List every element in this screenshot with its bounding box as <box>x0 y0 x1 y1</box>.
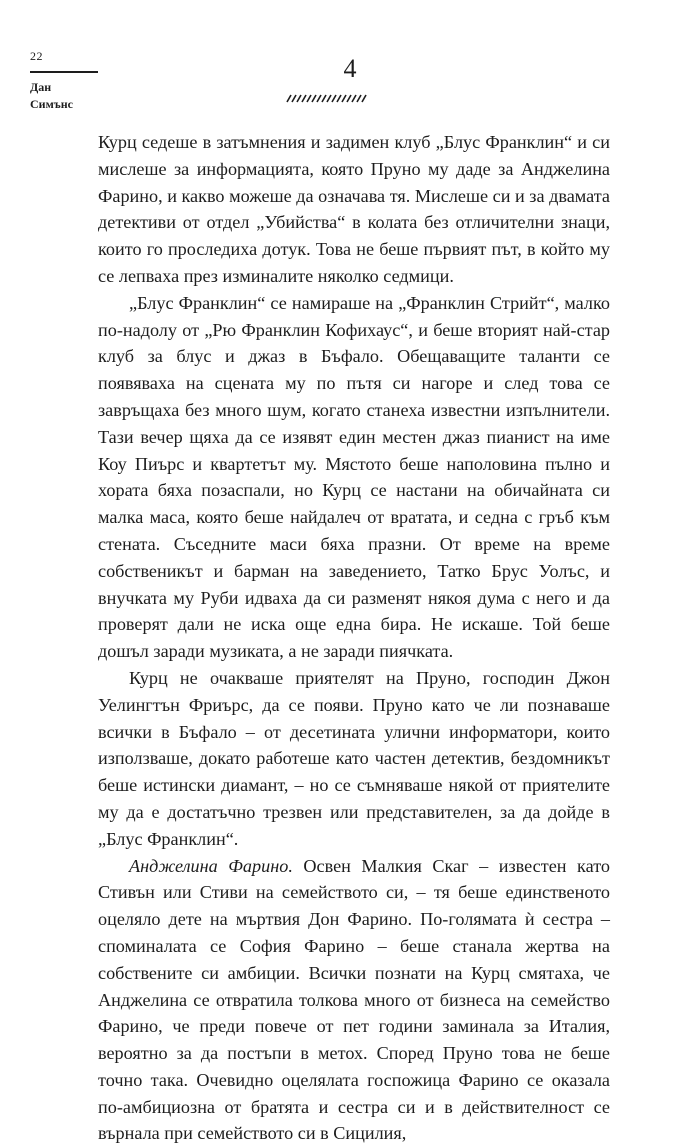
chapter-number: 4 <box>343 54 357 83</box>
paragraph-italic-lead: Анджелина Фарино. <box>129 855 293 876</box>
paragraph: „Блус Франклин“ се намираше на „Франклин Стрийт“, малко по-надолу от „Рю Франклин Кофихаус“, и беше вторият най-стар клуб за блус и джаз в Бъфало. Обещаващите таланти се появяваха на сцената му по пътя си нагоре и след това се завръщаха без много шум, когато станеха известни изпълнители. Тази вечер щяха да се изявят един местен джаз пианист на име Коу Пиърс и квартетът му. Мястото беше наполовина пълно и хората бяха позаспали, но Курц се настани на обичайната си малка маса, която беше найдалеч от вратата, и седна с гръб към стената. Съседните маси бяха празни. От време на време собственикът и барман на заведението, Татко Брус Уолъс, и внучката му Руби идваха да си разменят някоя дума с него и да проверят дали не иска още една бира. Не искаше. Той беше дошъл заради музиката, а не заради пиячката. <box>98 292 610 662</box>
paragraph: Курц седеше в затъмнения и задимен клуб „Блус Франклин“ и си мислеше за информацията, която Пруно му даде за Анджелина Фарино, и какво можеше да означава тя. Мислеше си и за двамата детективи от отдел „Убийства“ в колата без отличителни знаци, които го проследиха дотук. Това не беше първият път, в който му се лепваха през изминалите няколко седмици. <box>98 132 610 286</box>
running-header-author <box>30 79 73 113</box>
author-last-name: Симънс <box>30 97 73 111</box>
paragraph: Курц не очакваше приятелят на Пруно, господин Джон Уелингтън Фриърс, да се появи. Пруно като че ли познаваше всички в Бъфало – от десетината улични информатори, които използваше, докато работеше като частен детектив, бездомникът беше истински диамант, – но се съмняваше някой от приятелите му да е достатъчно трезвен или представителен, за да дойде в „Блус Франклин“. <box>98 667 610 849</box>
body-text <box>98 129 610 1147</box>
author-first-name: Дан <box>30 80 52 94</box>
chapter-ornament <box>285 94 371 103</box>
page-number: 22 <box>30 49 43 63</box>
paragraph-text: Освен Малкия Скаг – известен като Стивън или Стиви на семейството си, – тя беше единственото оцеляло дете на мъртвия Дон Фарино. По-голямата ѝ сестра – споминалата се София Фарино – беше станала жертва на собствените си амбиции. Всички познати на Курц смятаха, че Анджелина се отвратила толкова много от бизнеса на семейство Фарино, че преди повече от пет години заминала за Италия, вероятно за да постъпи в метох. Според Пруно това не беше точно така. Очевидно оцелялата госпожица Фарино се оказала по-амбициозна от братята и сестра си и в действителност се върнала при семейството си в Сицилия, <box>98 855 610 1144</box>
paragraph <box>98 853 610 1147</box>
